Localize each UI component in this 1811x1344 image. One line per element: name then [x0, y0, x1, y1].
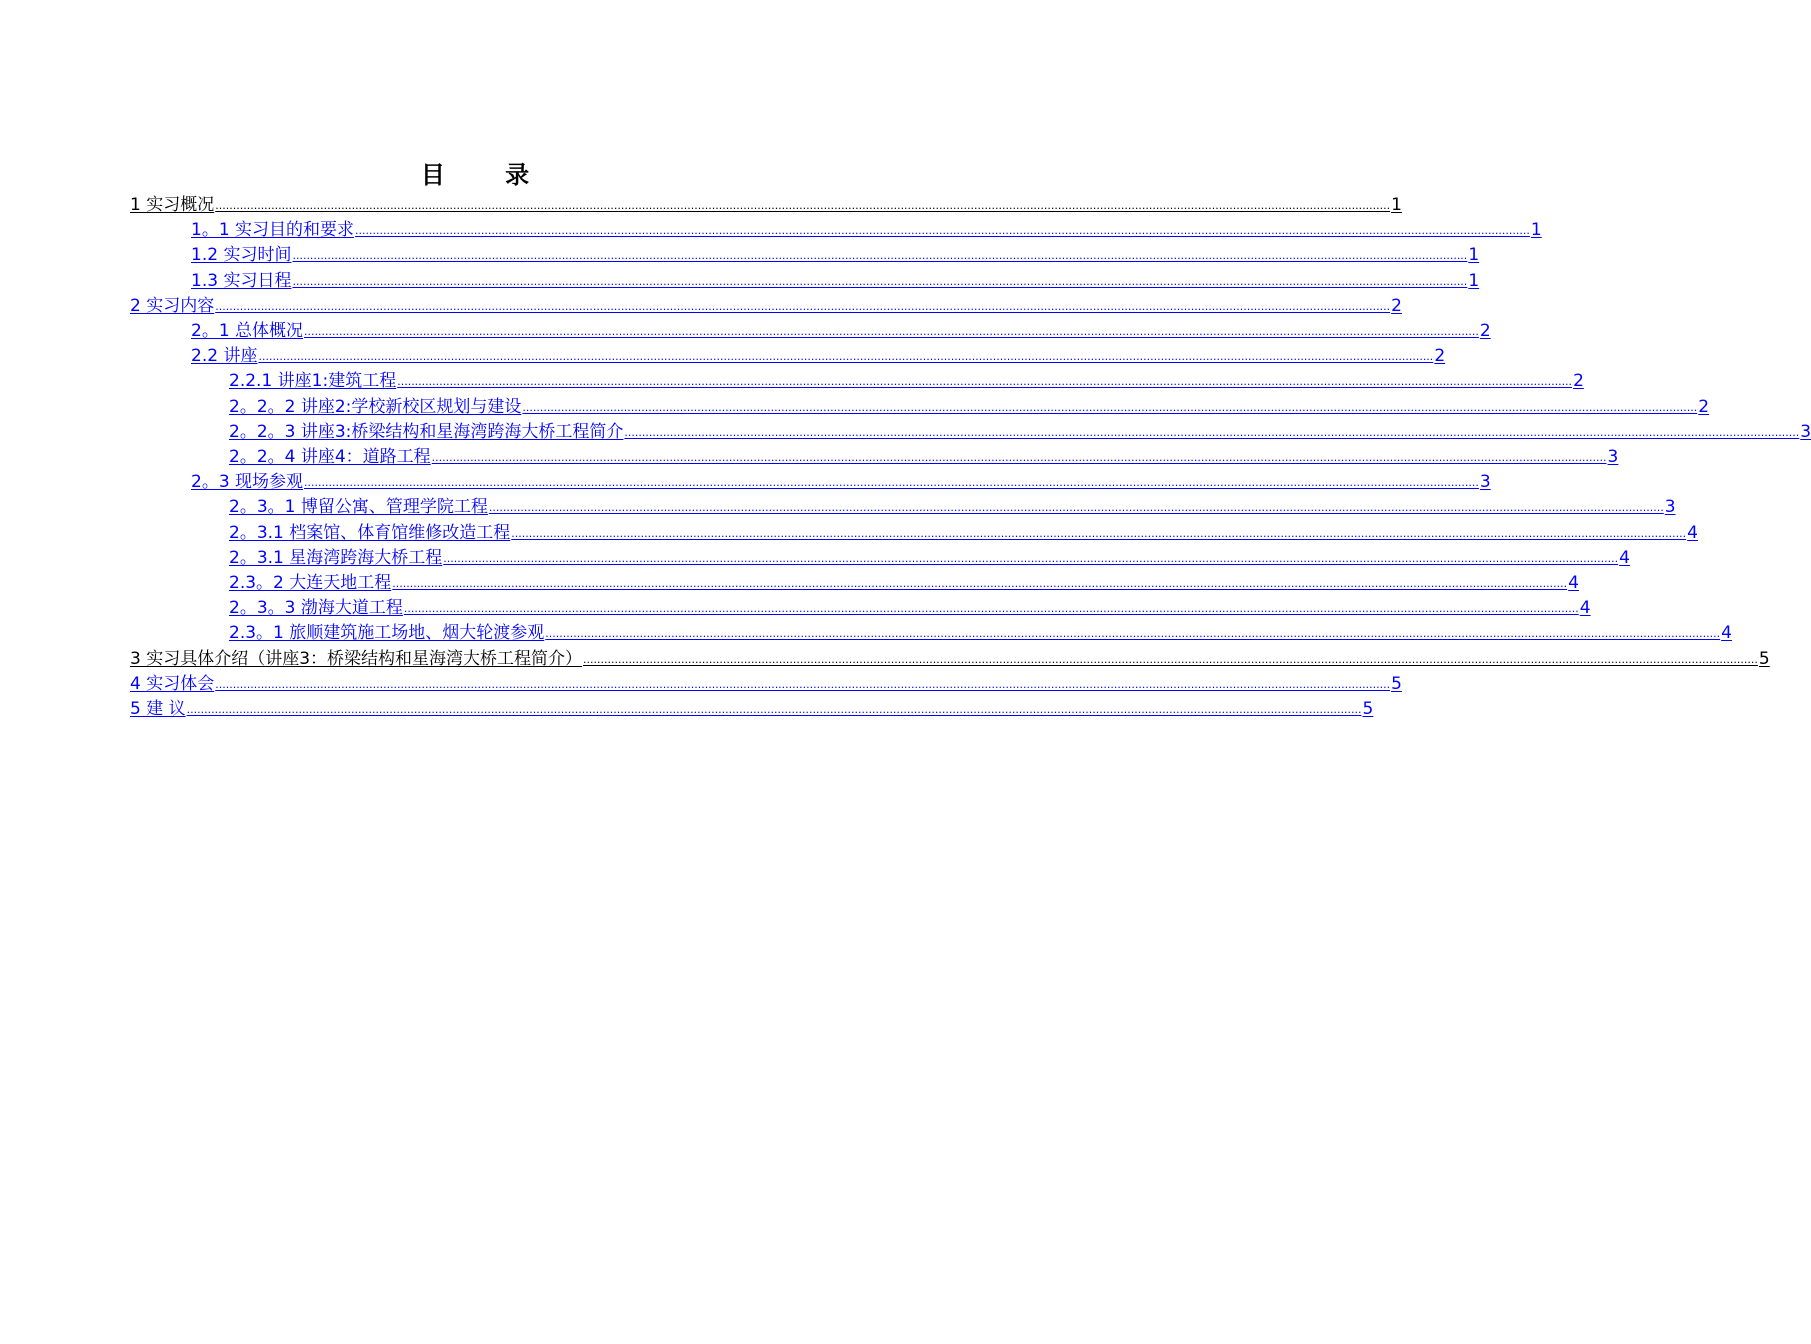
toc-entry-label: 2.2.1 讲座1:建筑工程 [229, 371, 397, 391]
toc-entry[interactable] [229, 443, 1619, 468]
toc-entry-page-number: 4 [1687, 523, 1698, 543]
toc-entry[interactable] [229, 594, 1591, 619]
toc-entry-leader: ................................................................................................................................................................................................................................................................................................................................................ [215, 678, 1391, 691]
toc-entry-leader: ................................................................................................................................................................................................................................................................................................................................................ [397, 375, 1573, 388]
toc-entry[interactable] [229, 619, 1732, 644]
toc-entry-page-number: 4 [1619, 548, 1630, 568]
toc-entry-page-number: 1 [1468, 245, 1480, 265]
toc-entry-leader: ................................................................................................................................................................................................................................................................................................................................................ [443, 552, 1619, 565]
toc-entry-page-number: 5 [1391, 674, 1402, 694]
toc-title: 目 录 [420, 161, 556, 189]
toc-entry[interactable] [229, 393, 1710, 418]
toc-entry[interactable] [130, 645, 1770, 670]
toc-entry-label: 3 实习具体介绍（讲座3：桥梁结构和星海湾大桥工程简介） [130, 649, 583, 669]
toc-entry-leader: ................................................................................................................................................................................................................................................................................................................................................ [258, 350, 1434, 363]
toc-entry-leader: ................................................................................................................................................................................................................................................................................................................................................ [431, 451, 1607, 464]
toc-entry-page-number: 4 [1721, 623, 1732, 643]
toc-entry-label: 2。2。3 讲座3:桥梁结构和星海湾跨海大桥工程简介 [229, 422, 624, 442]
toc-entry-leader: ................................................................................................................................................................................................................................................................................................................................................ [392, 577, 1568, 590]
toc-entry[interactable] [130, 292, 1402, 317]
toc-entry[interactable] [191, 241, 1480, 266]
toc-entry-leader: ................................................................................................................................................................................................................................................................................................................................................ [215, 300, 1391, 313]
toc-entry-leader: ................................................................................................................................................................................................................................................................................................................................................ [488, 501, 1664, 514]
toc-entry-page-number: 2 [1479, 321, 1491, 341]
toc-entry-leader: ................................................................................................................................................................................................................................................................................................................................................ [583, 653, 1758, 666]
toc-entry-leader: ................................................................................................................................................................................................................................................................................................................................................ [215, 199, 1391, 212]
toc-entry-label: 5 建 议 [130, 699, 186, 719]
toc-entry-leader: ................................................................................................................................................................................................................................................................................................................................................ [545, 627, 1721, 640]
toc-entry-page-number: 5 [1362, 699, 1374, 719]
toc-entry-leader: ................................................................................................................................................................................................................................................................................................................................................ [292, 275, 1468, 288]
toc-entry-leader: ................................................................................................................................................................................................................................................................................................................................................ [304, 476, 1479, 489]
toc-entry-label: 2.3。1 旅顺建筑施工场地、烟大轮渡参观 [229, 623, 545, 643]
toc-entry-page-number: 3 [1664, 497, 1676, 517]
toc-entry-label: 1.3 实习日程 [191, 271, 292, 291]
toc-entry-page-number: 1 [1530, 220, 1542, 240]
toc-entry-label: 2。3 现场参观 [191, 472, 304, 492]
toc-entry-label: 2。3.1 星海湾跨海大桥工程 [229, 548, 443, 568]
toc-entry-leader: ................................................................................................................................................................................................................................................................................................................................................ [511, 527, 1687, 540]
toc-entry-page-number: 3 [1800, 422, 1811, 442]
toc-entry-label: 2。2。2 讲座2:学校新校区规划与建设 [229, 397, 522, 417]
toc-entry[interactable] [130, 191, 1402, 216]
toc-entry-label: 2 实习内容 [130, 296, 215, 316]
toc-entry-label: 1 实习概况 [130, 195, 215, 215]
toc-entry-label: 2.3。2 大连天地工程 [229, 573, 392, 593]
toc-entry[interactable] [191, 267, 1480, 292]
toc-entry[interactable] [191, 216, 1542, 241]
toc-entry-leader: ................................................................................................................................................................................................................................................................................................................................................ [186, 703, 1362, 716]
toc-entry[interactable] [191, 342, 1446, 367]
toc-entry-label: 2.2 讲座 [191, 346, 258, 366]
toc-entry-label: 2。1 总体概况 [191, 321, 304, 341]
toc-entry-label: 1。1 实习目的和要求 [191, 220, 355, 240]
toc-entry-leader: ................................................................................................................................................................................................................................................................................................................................................ [522, 401, 1698, 414]
toc-entry[interactable] [191, 468, 1491, 493]
toc-entry[interactable] [130, 670, 1402, 695]
toc-entry-page-number: 2 [1391, 296, 1402, 316]
toc-entry-page-number: 5 [1758, 649, 1770, 669]
toc-entry-leader: ................................................................................................................................................................................................................................................................................................................................................ [292, 249, 1468, 262]
toc-entry-page-number: 3 [1607, 447, 1619, 467]
toc-entry-label: 2。3.1 档案馆、体育馆维修改造工程 [229, 523, 511, 543]
toc-entry-page-number: 3 [1479, 472, 1491, 492]
toc-entry-leader: ................................................................................................................................................................................................................................................................................................................................................ [403, 602, 1579, 615]
toc-entry-label: 2。2。4 讲座4：道路工程 [229, 447, 431, 467]
toc-entry[interactable] [229, 418, 1811, 443]
toc-entry-label: 2。3。1 博留公寓、管理学院工程 [229, 497, 488, 517]
toc-entry-page-number: 2 [1573, 371, 1584, 391]
toc-entry[interactable] [229, 519, 1698, 544]
toc-entry[interactable] [229, 367, 1584, 392]
toc-entry-page-number: 1 [1468, 271, 1480, 291]
toc-entry[interactable] [229, 569, 1579, 594]
toc-entry-leader: ................................................................................................................................................................................................................................................................................................................................................ [355, 224, 1530, 237]
toc-entry[interactable] [229, 493, 1676, 518]
toc-entry[interactable] [130, 695, 1374, 720]
toc-entry-page-number: 2 [1698, 397, 1710, 417]
toc-entry-page-number: 4 [1579, 598, 1591, 618]
toc-entry-page-number: 4 [1568, 573, 1579, 593]
toc-entry-label: 4 实习体会 [130, 674, 215, 694]
toc-entry-label: 1.2 实习时间 [191, 245, 292, 265]
toc-entry-page-number: 1 [1391, 195, 1402, 215]
toc-entry[interactable] [191, 317, 1491, 342]
toc-entry[interactable] [229, 544, 1630, 569]
toc-entry-label: 2。3。3 渤海大道工程 [229, 598, 403, 618]
toc-entry-page-number: 2 [1434, 346, 1446, 366]
toc-entry-leader: ................................................................................................................................................................................................................................................................................................................................................ [304, 325, 1479, 338]
toc-entry-leader: ................................................................................................................................................................................................................................................................................................................................................ [624, 426, 1800, 439]
